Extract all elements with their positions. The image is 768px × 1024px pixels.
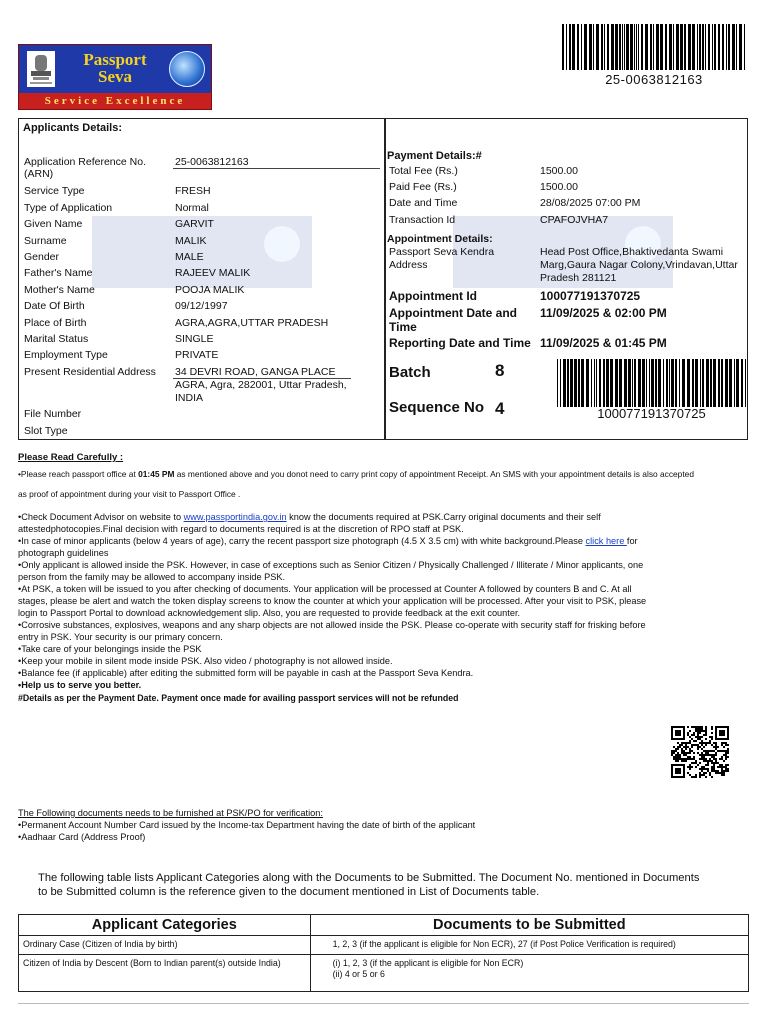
appointment-barcode: [557, 359, 746, 407]
label-paid-fee: Paid Fee (Rs.): [389, 181, 457, 193]
value-service-type: FRESH: [175, 185, 211, 197]
label-reporting-datetime: Reporting Date and Time: [389, 336, 531, 350]
arn-barcode-number: 25-0063812163: [605, 72, 703, 87]
table-header-row: [19, 915, 749, 936]
label-place-of-birth: Place of Birth: [24, 317, 87, 329]
note-bullet-1: [18, 511, 601, 523]
notes-line2: as proof of appointment during your visit to Passport Office .: [18, 489, 241, 499]
label-arn: Application Reference No. (ARN): [24, 156, 146, 180]
label-gender: Gender: [24, 251, 60, 263]
label-payment-datetime: Date and Time: [389, 197, 458, 209]
value-application-type: Normal: [175, 202, 209, 214]
label-employment-type: Employment Type: [24, 349, 108, 361]
documents-cell: [310, 955, 748, 992]
details-divider: [384, 118, 386, 440]
value-place-of-birth: AGRA,AGRA,UTTAR PRADESH: [175, 317, 329, 329]
page-bottom-rule: [18, 1003, 749, 1004]
label-service-type: Service Type: [24, 185, 85, 197]
documents-cell-line1: (i) 1, 2, 3 (if the applicant is eligible for Non ECR): [332, 958, 524, 968]
label-address: Present Residential Address: [24, 366, 156, 378]
header-documents-to-submit: Documents to be Submitted: [310, 915, 748, 936]
table-row: [19, 955, 749, 992]
logo-title-line2: Seva: [98, 67, 132, 86]
value-address-line3: INDIA: [175, 392, 204, 404]
value-dob: 09/12/1997: [175, 300, 228, 312]
passport-seva-logo: [18, 44, 212, 110]
note-bullet-2: [18, 535, 638, 547]
label-appointment-datetime-l1: Appointment Date and: [389, 306, 517, 320]
label-marital-status: Marital Status: [24, 333, 89, 345]
value-appointment-id: 100077191370725: [540, 289, 641, 303]
applicants-title: Applicants Details:: [23, 122, 123, 134]
label-slot-type: Slot Type: [24, 425, 68, 437]
value-address-line1: 34 DEVRI ROAD, GANGA PLACE: [175, 366, 336, 378]
documents-title: The Following documents needs to be furnished at PSK/PO for verification:: [18, 808, 323, 818]
passportindia-link[interactable]: www.passportindia.gov.in: [183, 512, 287, 522]
appointment-title: Appointment Details:: [387, 233, 493, 245]
value-mother-name: POOJA MALIK: [175, 284, 245, 296]
notes-line1-a: •Please reach passport office at: [18, 469, 139, 479]
table-intro-line1: The following table lists Applicant Categories along with the Documents to be Submitted. The Document No. mentioned in Documents: [38, 872, 700, 884]
click-here-link[interactable]: click here: [585, 536, 627, 546]
note-bullet-3-b: person from the family may be allowed to accompany inside PSK.: [18, 572, 286, 582]
note-bullet-7: •Keep your mobile in silent mode inside PSK. Also video / photography is not allowed inside.: [18, 656, 393, 666]
note-bullet-4-b: stages, please be alert and watch the token display screens to know the counter at which your application will be processed. After your visit to PSK, please: [18, 596, 647, 606]
value-arn: 25-0063812163: [175, 156, 249, 168]
category-cell: Citizen of India by Descent (Born to Indian parent(s) outside India): [19, 955, 311, 992]
value-surname: MALIK: [175, 235, 207, 247]
label-appointment-id: Appointment Id: [389, 289, 477, 303]
value-given-name: GARVIT: [175, 218, 214, 230]
categories-table: [18, 914, 749, 992]
note-bullet-9: •Help us to serve you better.: [18, 680, 142, 690]
document-2: •Aadhaar Card (Address Proof): [18, 832, 146, 842]
payment-title: Payment Details:#: [387, 150, 482, 162]
documents-cell-line2: (ii) 4 or 5 or 6: [332, 969, 385, 979]
value-reporting-datetime: 11/09/2025 & 01:45 PM: [540, 336, 667, 350]
note-bullet-5-b: entry in PSK. Your security is our primary concern.: [18, 632, 223, 642]
label-transaction-id: Transaction Id: [389, 214, 456, 226]
header-applicant-categories: Applicant Categories: [19, 915, 311, 936]
arn-barcode: [562, 24, 746, 70]
value-payment-datetime: 28/08/2025 07:00 PM: [540, 197, 641, 209]
value-employment-type: PRIVATE: [175, 349, 219, 361]
note-bullet-5-a: •Corrosive substances, explosives, weapons and any sharp objects are not allowed inside the PSK. Please co-operate with security staff for frisking before: [18, 620, 646, 630]
documents-cell: 1, 2, 3 (if the applicant is eligible for Non ECR), 27 (if Post Police Verification is required): [310, 936, 748, 955]
value-batch: 8: [495, 361, 505, 380]
value-gender: MALE: [175, 251, 204, 263]
note-bullet-2-c: photograph guidelines: [18, 548, 109, 558]
note-bullet-2-b: for: [626, 536, 638, 546]
value-transaction-id: CPAFOJVHA7: [540, 214, 609, 226]
label-father-name: Father's Name: [24, 267, 93, 279]
value-father-name: RAJEEV MALIK: [175, 267, 251, 279]
payment-refund-note: #Details as per the Payment Date. Payment once made for availing passport services will not be refunded: [18, 693, 459, 703]
qr-code: [671, 726, 729, 778]
value-paid-fee: 1500.00: [540, 181, 578, 193]
label-batch: Batch: [389, 364, 431, 381]
notes-reach-time: 01:45 PM: [138, 469, 175, 479]
label-sequence-no: Sequence No: [389, 399, 485, 416]
label-appointment-datetime-l2: Time: [389, 320, 417, 334]
category-cell: Ordinary Case (Citizen of India by birth): [19, 936, 311, 955]
note-bullet-4-c: login to Passport Portal to download acknowledgement slip. Also, you are requested to provide feedback at the exit counter.: [18, 608, 521, 618]
value-total-fee: 1500.00: [540, 165, 578, 177]
value-address-line2: AGRA, Agra, 282001, Uttar Pradesh,: [175, 379, 347, 391]
label-given-name: Given Name: [24, 218, 83, 230]
label-application-type: Type of Application: [24, 202, 113, 214]
table-row: [19, 936, 749, 955]
label-mother-name: Mother's Name: [24, 284, 95, 296]
note-bullet-1-c: attestedphotocopies.Final decision with regard to documents required is at the discretion of RPO staff at PSK.: [18, 524, 464, 534]
label-psk-address-l1: Passport Seva Kendra: [389, 246, 495, 258]
note-bullet-6: •Take care of your belongings inside the PSK: [18, 644, 202, 654]
notes-line1: [18, 468, 753, 480]
note-bullet-8: •Balance fee (if applicable) after editing the submitted form will be payable in cash at the Passport Seva Kendra.: [18, 668, 474, 678]
value-psk-address-l2: Marg,Gaura Nagar Colony,Vrindavan,Uttar: [540, 259, 738, 271]
table-intro-line2: to be Submitted column is the reference given to the document mentioned in List of Documents table.: [38, 886, 540, 898]
label-total-fee: Total Fee (Rs.): [389, 165, 458, 177]
value-psk-address-l1: Head Post Office,Bhaktivedanta Swami: [540, 246, 724, 258]
label-file-number: File Number: [24, 408, 82, 420]
document-1: •Permanent Account Number Card issued by the Income-tax Department having the date of birth of the applicant: [18, 820, 476, 830]
label-psk-address-l2: Address: [389, 259, 428, 271]
notes-line1-b: as mentioned above and you donot need to carry print copy of appointment Receipt. An SMS with your appointment details is also accepted: [174, 469, 694, 479]
note-bullet-2-a: •In case of minor applicants (below 4 years of age), carry the recent passport size photograph (4.5 X 3.5 cm) with white background.Please: [18, 536, 586, 546]
label-surname: Surname: [24, 235, 67, 247]
note-bullet-3-a: •Only applicant is allowed inside the PSK. However, in case of exceptions such as Senior Citizen / Physically Challenged / Illiterate / Minor applicants, one: [18, 560, 644, 570]
label-dob: Date Of Birth: [24, 300, 85, 312]
note-bullet-4-a: •At PSK, a token will be issued to you after checking of documents. Your application will be processed at Counter A followed by counters B and C. At all: [18, 584, 632, 594]
appointment-barcode-number: 100077191370725: [597, 406, 706, 421]
value-marital-status: SINGLE: [175, 333, 214, 345]
logo-tagline: Service Excellence: [19, 93, 211, 109]
notes-title: Please Read Carefully :: [18, 452, 124, 463]
note-bullet-1-b: know the documents required at PSK.Carry original documents and their self: [286, 512, 601, 522]
value-sequence-no: 4: [495, 399, 505, 418]
note-bullet-1-a: •Check Document Advisor on website to: [18, 512, 184, 522]
arn-underline: [173, 168, 380, 169]
value-appointment-datetime: 11/09/2025 & 02:00 PM: [540, 306, 667, 320]
logo-title-line1: Passport: [83, 50, 147, 69]
value-psk-address-l3: Pradesh 281121: [540, 272, 617, 284]
